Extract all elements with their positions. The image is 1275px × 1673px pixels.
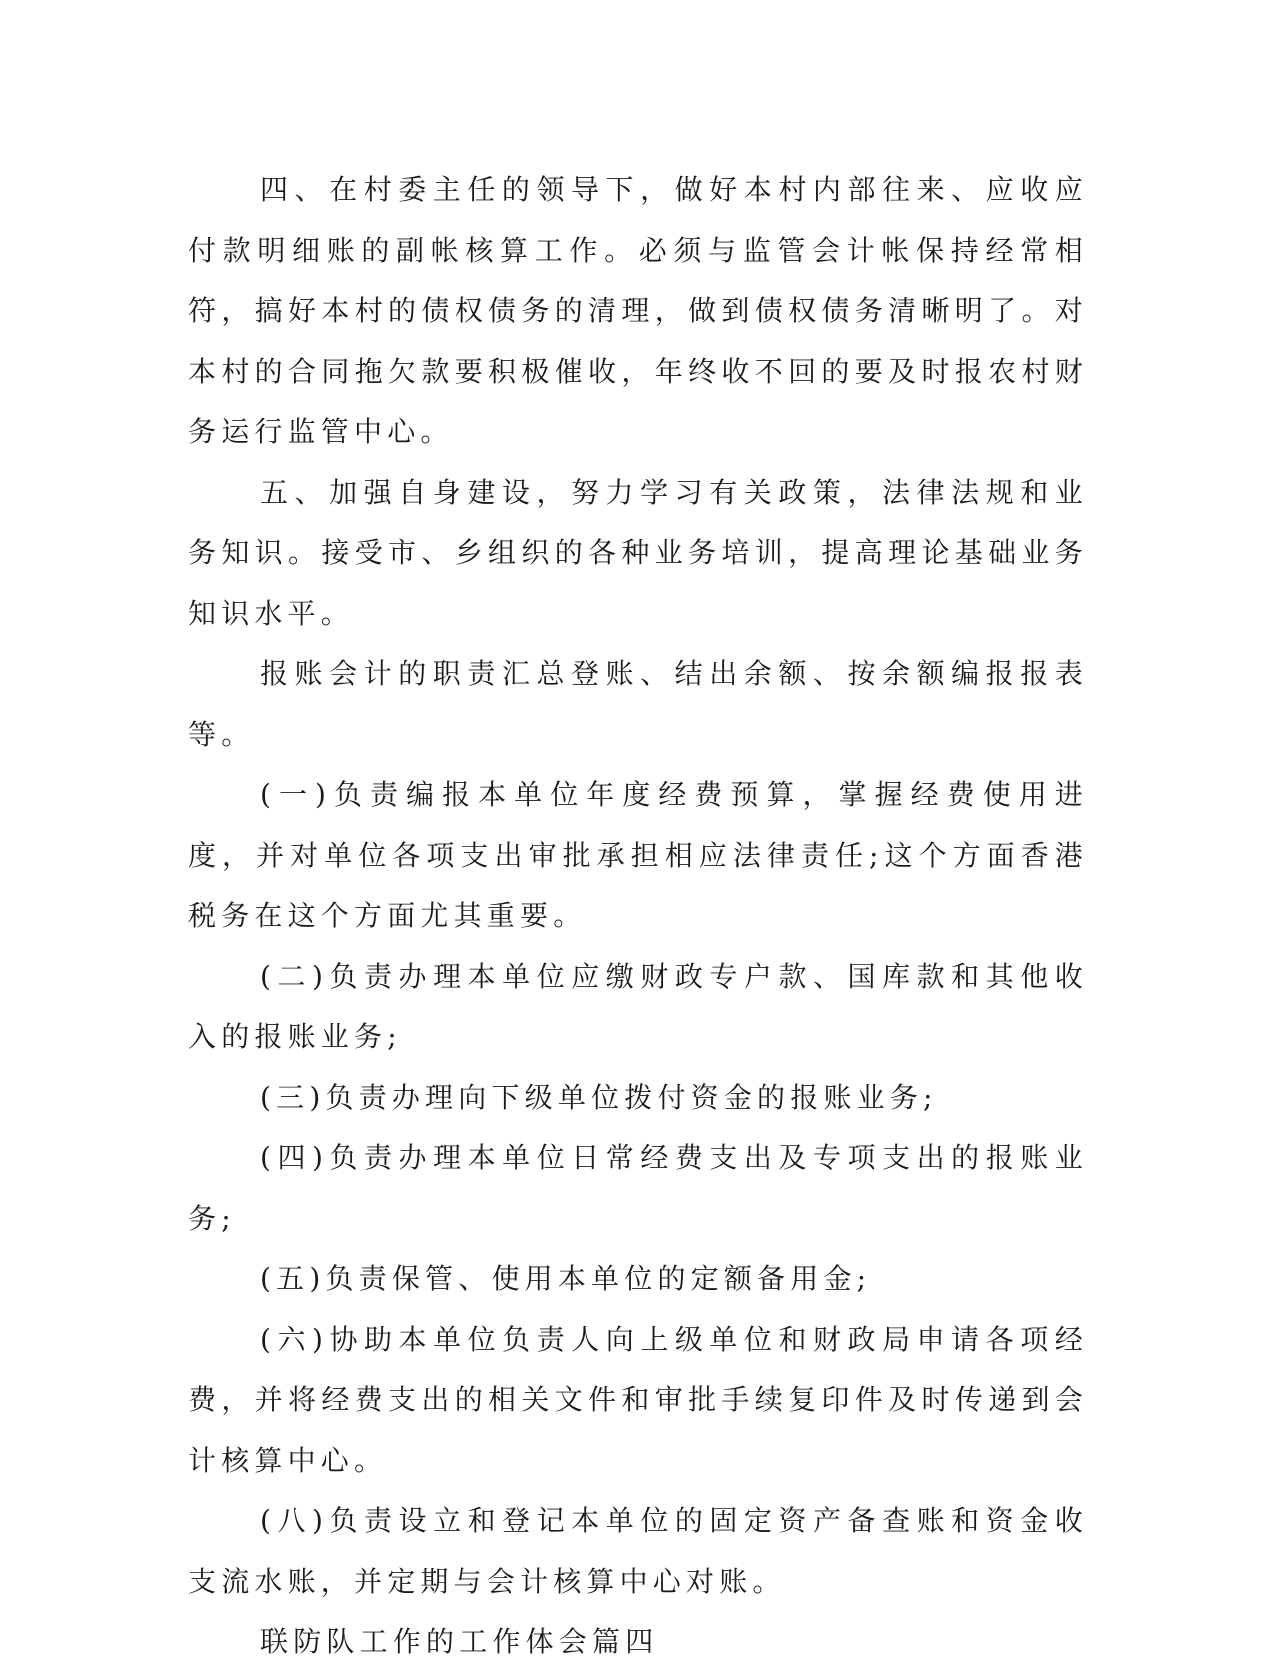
paragraph-duty-2-fiscal-payments: (二)负责办理本单位应缴财政专户款、国库款和其他收入的报账业务; — [188, 959, 1088, 1053]
paragraph-duty-8-asset-ledger: (八)负责设立和登记本单位的固定资产备查账和资金收支流水账，并定期与会计核算中心对账。 — [188, 1504, 1088, 1598]
section-heading-part-four: 联防队工作的工作体会篇四 — [260, 1625, 659, 1658]
paragraph-duty-5-petty-cash: (五)负责保管、使用本单位的定额备用金; — [260, 1262, 872, 1295]
paragraph-accountant-duties-intro: 报账会计的职责汇总登账、结出余额、按余额编报报表等。 — [188, 657, 1088, 751]
paragraph-4-village-accounts: 四、在村委主任的领导下，做好本村内部往来、应收应付款明细账的副帐核算工作。必须与监管会计帐保持经常相符，搞好本村的债权债务的清理，做到债权债务清晰明了。对本村的合同拖欠款要积极催收，年终收不回的要及时报农村财务运行监管中心。 — [188, 173, 1088, 448]
paragraph-duty-1-budget: (一)负责编报本单位年度经费预算，掌握经费使用进度，并对单位各项支出审批承担相应法律责任;这个方面香港税务在这个方面尤其重要。 — [188, 778, 1088, 932]
paragraph-duty-6-funding-requests: (六)协助本单位负责人向上级单位和财政局申请各项经费，并将经费支出的相关文件和审批手续复印件及时传递到会计核算中心。 — [188, 1322, 1088, 1477]
paragraph-duty-3-subordinate-funds: (三)负责办理向下级单位拨付资金的报账业务; — [260, 1080, 938, 1114]
paragraph-5-self-development: 五、加强自身建设，努力学习有关政策，法律法规和业务知识。接受市、乡组织的各种业务培训，提高理论基础业务知识水平。 — [188, 475, 1088, 630]
document-body — [188, 160, 1088, 1673]
paragraph-duty-4-daily-expenses: (四)负责办理本单位日常经费支出及专项支出的报账业务; — [188, 1141, 1088, 1235]
